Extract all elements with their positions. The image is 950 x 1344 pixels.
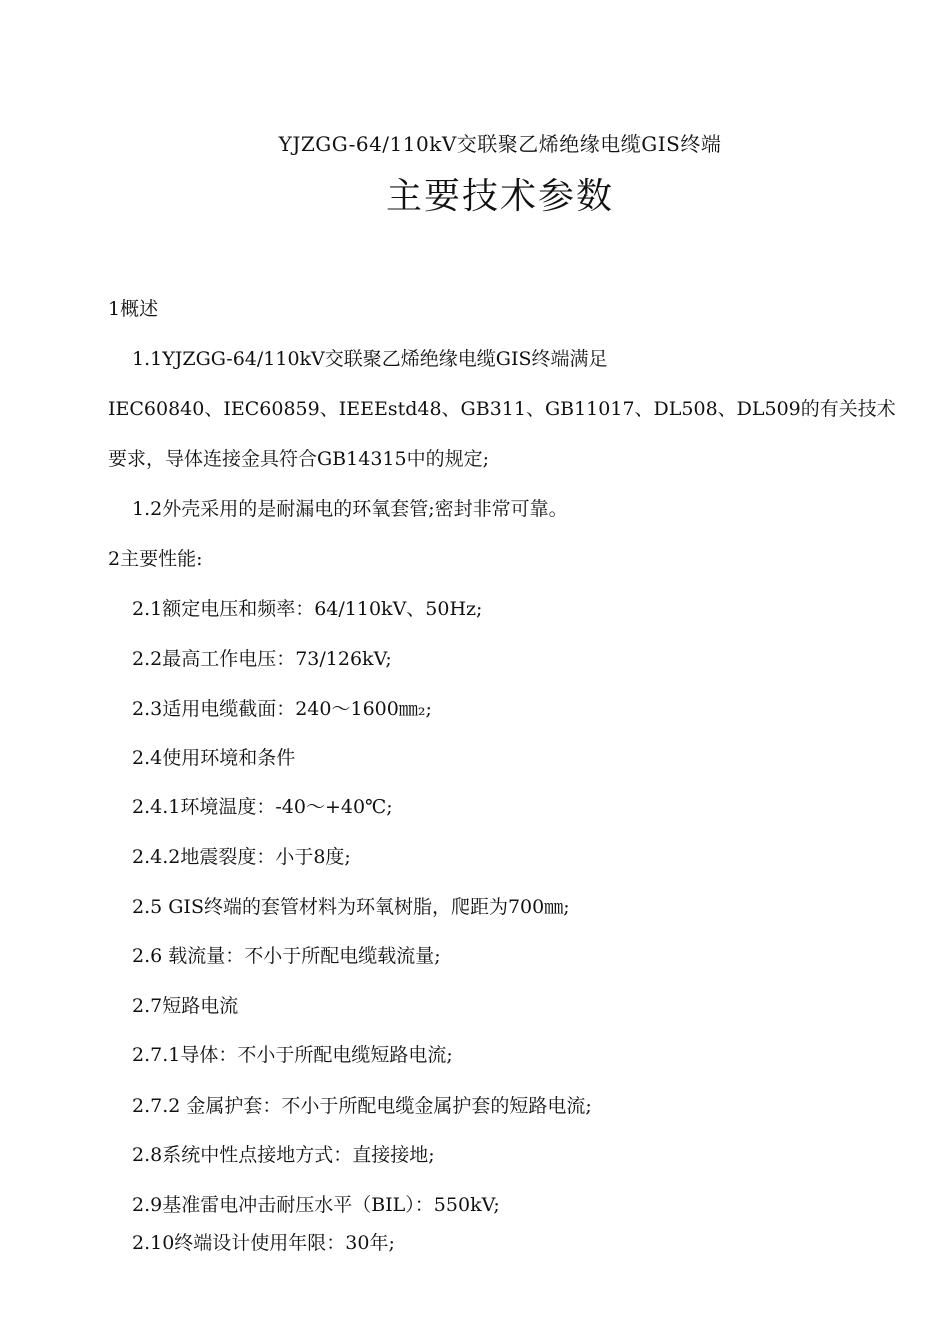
section-heading-1: 1概述 (108, 298, 159, 320)
item-2-5: 2.5 GIS终端的套管材料为环氧树脂，爬距为700㎜; (132, 896, 570, 918)
paragraph-1-1-line3: 要求，导体连接金具符合GB14315中的规定; (108, 448, 489, 470)
document-subtitle: YJZGG-64/110kV交联聚乙烯绝缘电缆GIS终端 (278, 132, 722, 156)
item-2-9: 2.9基准雷电冲击耐压水平（BIL）：550kV; (132, 1194, 500, 1216)
paragraph-1-1-line1: 1.1YJZGG-64/110kV交联聚乙烯绝缘电缆GIS终端满足 (132, 348, 608, 370)
paragraph-1-2: 1.2外壳采用的是耐漏电的环氧套管;密封非常可靠。 (132, 498, 568, 520)
item-2-10: 2.10终端设计使用年限：30年; (132, 1232, 395, 1254)
item-2-1: 2.1额定电压和频率：64/110kV、50Hz; (132, 598, 483, 620)
item-2-4: 2.4使用环境和条件 (132, 747, 296, 769)
item-2-7: 2.7短路电流 (132, 995, 239, 1017)
item-2-8: 2.8系统中性点接地方式：直接接地; (132, 1144, 435, 1166)
item-2-4-1: 2.4.1环境温度：-40〜+40℃; (132, 796, 393, 818)
item-2-6: 2.6 载流量：不小于所配电缆载流量; (132, 945, 441, 967)
item-2-2: 2.2最高工作电压：73/126kV; (132, 648, 392, 670)
paragraph-1-1-line2: IEC60840、IEC60859、IEEEstd48、GB311、GB11017、DL508、DL509的有关技术 (108, 398, 896, 420)
item-2-7-1: 2.7.1导体：不小于所配电缆短路电流; (132, 1044, 453, 1066)
item-2-7-2: 2.7.2 金属护套：不小于所配电缆金属护套的短路电流; (132, 1095, 592, 1117)
item-2-4-2: 2.4.2地震裂度：小于8度; (132, 846, 351, 868)
item-2-3: 2.3适用电缆截面：240〜1600㎜₂; (132, 698, 432, 720)
section-heading-2: 2主要性能: (108, 548, 203, 570)
document-title: 主要技术参数 (385, 176, 614, 217)
